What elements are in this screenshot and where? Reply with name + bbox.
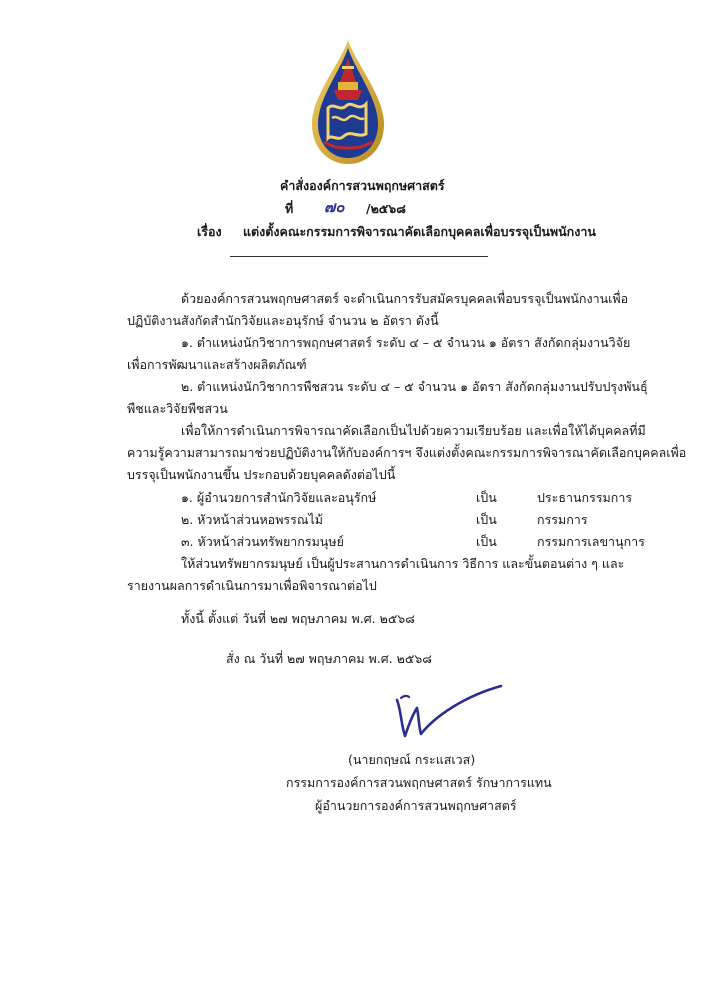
- effective-date: ทั้งนี้ ตั้งแต่ วันที่ ๒๗ พฤษภาคม พ.ศ. ๒๕๖๘: [181, 611, 415, 626]
- paragraph-2-line-3: บรรจุเป็นพนักงานขึ้น ประกอบด้วยบุคคลดังต่อไปนี้: [127, 467, 396, 482]
- committee-member-2-as: เป็น: [476, 512, 497, 527]
- committee-member-3-name: ๓. หัวหน้าส่วนทรัพยากรมนุษย์: [181, 534, 344, 549]
- committee-member-3-role: กรรมการเลขานุการ: [537, 534, 645, 549]
- position-item-2-line-1: ๒. ตำแหน่งนักวิชาการพืชสวน ระดับ ๔ – ๕ จำนวน ๑ อัตรา สังกัดกลุ่มงานปรับปรุงพันธุ์: [181, 379, 648, 394]
- document-title: คำสั่งองค์การสวนพฤกษศาสตร์: [280, 178, 445, 193]
- signer-position-line-1: กรรมการองค์การสวนพฤกษศาสตร์ รักษาการแทน: [286, 775, 552, 790]
- handwritten-signature: [395, 680, 505, 740]
- paragraph-1-line-1: ด้วยองค์การสวนพฤกษศาสตร์ จะดำเนินการรับสมัครบุคคลเพื่อบรรจุเป็นพนักงานเพื่อ: [181, 291, 629, 306]
- position-item-1-line-1: ๑. ตำแหน่งนักวิชาการพฤกษศาสตร์ ระดับ ๔ – ๕ จำนวน ๑ อัตรา สังกัดกลุ่มงานวิจัย: [181, 335, 631, 350]
- subject-text: แต่งตั้งคณะกรรมการพิจารณาคัดเลือกบุคคลเพื่อบรรจุเป็นพนักงาน: [243, 224, 596, 239]
- document-number-prefix: ที่: [285, 201, 294, 216]
- header-divider: [230, 256, 488, 257]
- organization-emblem-logo: [310, 38, 386, 166]
- committee-member-1-name: ๑. ผู้อำนวยการสำนักวิจัยและอนุรักษ์: [181, 490, 377, 505]
- paragraph-3-line-2: รายงานผลการดำเนินการมาเพื่อพิจารณาต่อไป: [127, 578, 377, 593]
- paragraph-2-line-1: เพื่อให้การดำเนินการพิจารณาคัดเลือกเป็นไปด้วยความเรียบร้อย และเพื่อให้ได้บุคคลที่มี: [181, 423, 646, 438]
- committee-member-1-as: เป็น: [476, 490, 497, 505]
- signer-position-line-2: ผู้อำนวยการองค์การสวนพฤกษศาสตร์: [315, 798, 517, 813]
- subject-label: เรื่อง: [197, 224, 222, 239]
- position-item-1-line-2: เพื่อการพัฒนาและสร้างผลิตภัณฑ์: [127, 357, 307, 372]
- paragraph-2-line-2: ความรู้ความสามารถมาช่วยปฏิบัติงานให้กับองค์การฯ จึงแต่งตั้งคณะกรรมการพิจารณาคัดเลือกบุคคลเพื่อ: [127, 445, 687, 460]
- signer-name: (นายกฤษณ์ กระแสเวส): [348, 752, 476, 767]
- paragraph-1-line-2: ปฏิบัติงานสังกัดสำนักวิจัยและอนุรักษ์ จำนวน ๒ อัตรา ดังนี้: [127, 313, 439, 328]
- document-number-handwritten: ๗๐: [324, 198, 345, 216]
- committee-member-3-as: เป็น: [476, 534, 497, 549]
- position-item-2-line-2: พืชและวิจัยพืชสวน: [127, 401, 228, 416]
- order-date: สั่ง ณ วันที่ ๒๗ พฤษภาคม พ.ศ. ๒๕๖๘: [226, 651, 432, 666]
- committee-member-1-role: ประธานกรรมการ: [537, 490, 633, 505]
- committee-member-2-role: กรรมการ: [537, 512, 588, 527]
- paragraph-3-line-1: ให้ส่วนทรัพยากรมนุษย์ เป็นผู้ประสานการดำเนินการ วิธีการ และขั้นตอนต่าง ๆ และ: [181, 556, 625, 571]
- committee-member-2-name: ๒. หัวหน้าส่วนหอพรรณไม้: [181, 512, 323, 527]
- document-number-suffix: /๒๕๖๘: [366, 201, 406, 216]
